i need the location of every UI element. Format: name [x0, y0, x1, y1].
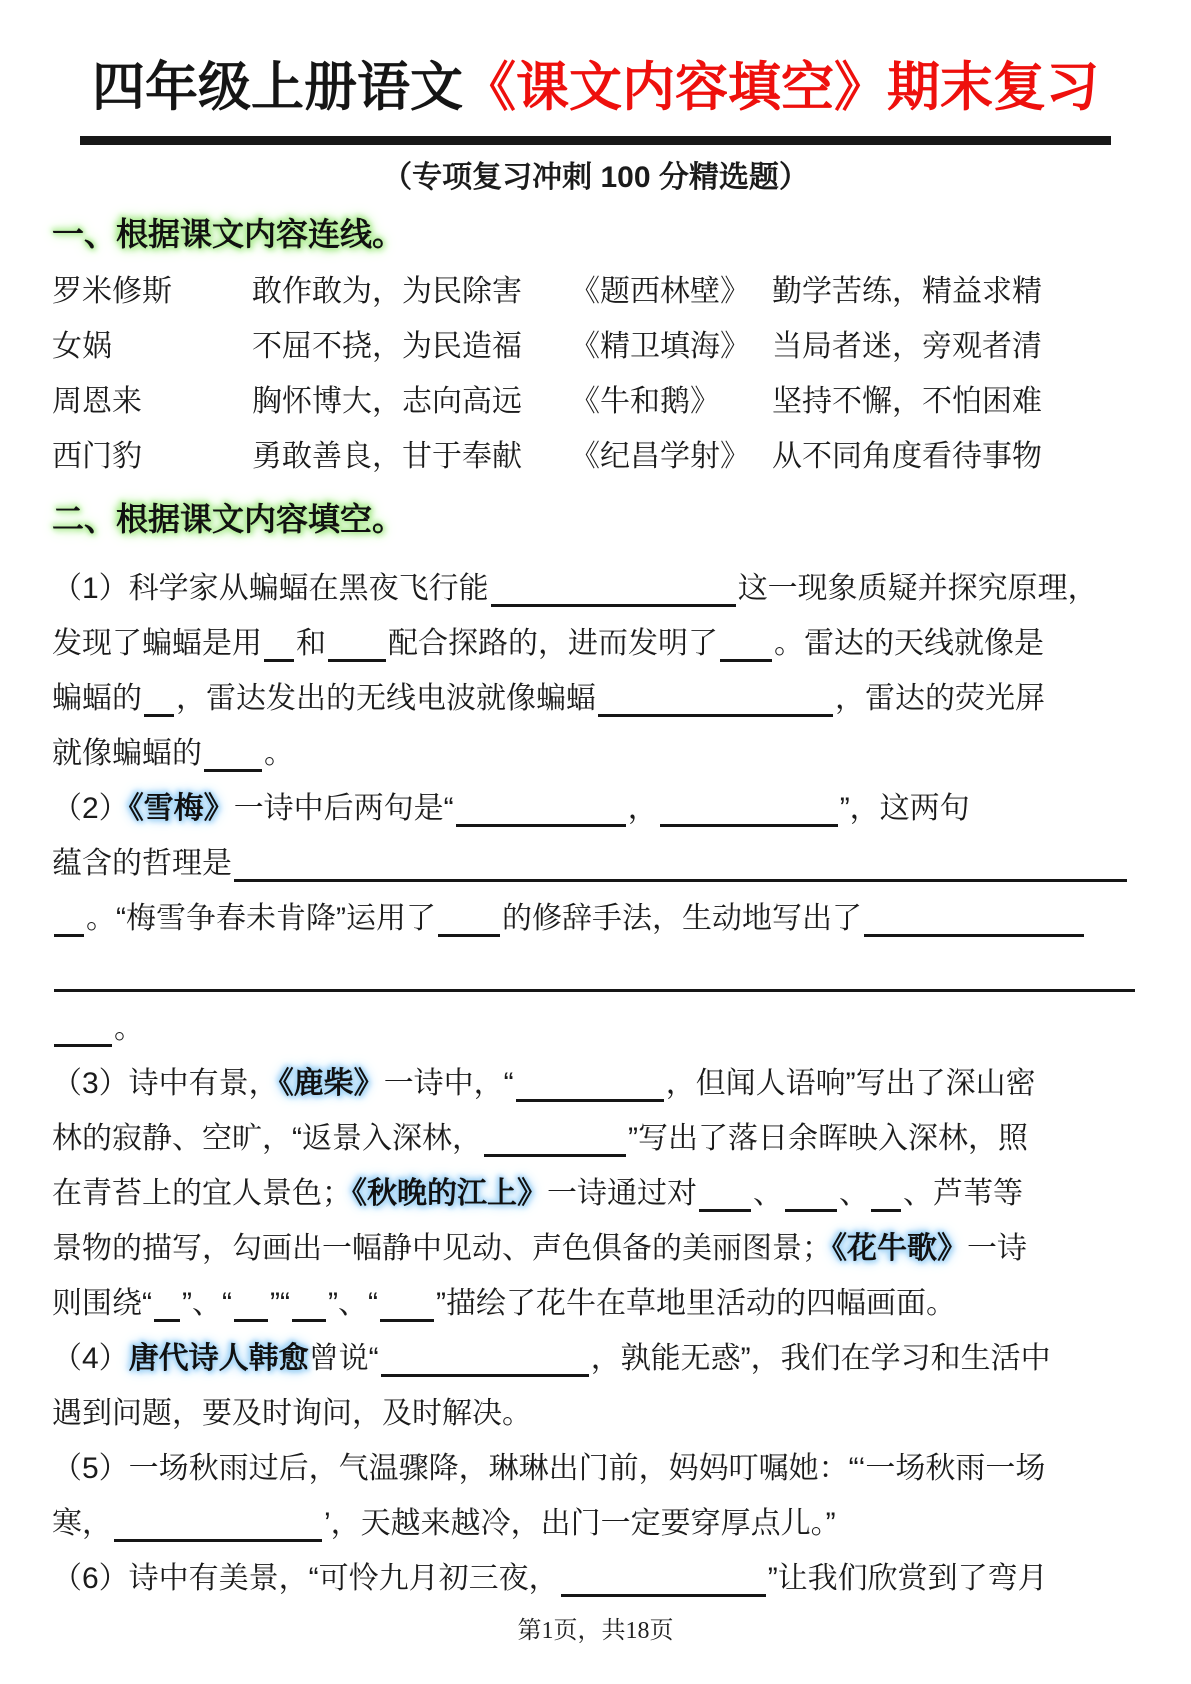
- text-run: 发现了蝙蝠是用: [52, 627, 262, 660]
- text-run: （5）一场秋雨过后，气温骤降，琳琳出门前，妈妈叮嘱她：“‘一场秋雨一场: [52, 1452, 1046, 1485]
- fill-blank-underline: [871, 1209, 901, 1212]
- text-run: （2）: [52, 792, 129, 825]
- title-divider-rule: [80, 136, 1111, 145]
- text-run: 则围绕“: [52, 1287, 152, 1320]
- match-cell: 勤学苦练，精益求精: [772, 275, 1042, 308]
- text-run: 蝙蝠的: [52, 682, 142, 715]
- text-run: 。雷达的天线就像是: [774, 627, 1044, 660]
- highlighted-term: 《鹿柴》: [278, 1067, 384, 1100]
- fill-blank-underline: [491, 604, 736, 607]
- text-run: 曾说“: [308, 1342, 379, 1375]
- fill-blank-underline: [699, 1209, 751, 1212]
- question-5: [52, 1441, 1139, 1551]
- question-line: [52, 1441, 1139, 1496]
- fill-blank-underline: [114, 1539, 322, 1542]
- text-run: 寒，: [52, 1507, 112, 1540]
- text-run: 就像蝙蝠的: [52, 737, 202, 770]
- text-run: ”让我们欣赏到了弯月: [767, 1562, 1048, 1595]
- text-run: ，孰能无惑”，我们在学习和生活中: [590, 1342, 1051, 1375]
- text-run: ”写出了落日余晖映入深林，照: [628, 1122, 1028, 1155]
- text-run: （1）科学家从蝙蝠在黑夜飞行能: [52, 572, 489, 605]
- text-run: 、芦苇等: [903, 1177, 1023, 1210]
- text-run: 。“梅雪争春未肯降”运用了: [86, 902, 436, 935]
- highlighted-term: 《花牛歌》: [832, 1232, 967, 1265]
- text-run: 一诗中，“: [383, 1067, 514, 1100]
- text-run: ’，天越来越冷，出门一定要穿厚点儿。”: [324, 1507, 836, 1540]
- text-run: ”、“: [327, 1287, 378, 1320]
- fill-blank-underline: [144, 714, 174, 717]
- question-line: [52, 1276, 1139, 1331]
- match-cell: 西门豹: [52, 440, 142, 473]
- matching-exercise-grid: [52, 264, 1139, 484]
- question-1: [52, 561, 1139, 781]
- fill-blank-underline: [380, 1319, 434, 1322]
- match-cell: 女娲: [52, 330, 112, 363]
- text-run: ”，这两句: [839, 792, 970, 825]
- question-line: [52, 1056, 1139, 1111]
- question-line: [52, 1331, 1139, 1386]
- text-run: ，雷达的荧光屏: [835, 682, 1045, 715]
- text-run: 。: [264, 737, 294, 770]
- text-run: 蕴含的哲理是: [52, 847, 232, 880]
- match-cell: 胸怀博大，志向高远: [252, 385, 522, 418]
- match-cell: 不屈不挠，为民造福: [252, 330, 522, 363]
- fill-blank-underline: [234, 1319, 268, 1322]
- question-line: [52, 561, 1139, 616]
- match-cell: 周恩来: [52, 385, 142, 418]
- question-line: [52, 1221, 1139, 1276]
- text-run: ，但闻人语响”写出了深山密: [665, 1067, 1036, 1100]
- text-run: 林的寂静、空旷，“返景入深林，: [52, 1122, 482, 1155]
- highlighted-term: 唐代诗人韩愈: [128, 1342, 309, 1375]
- match-cell: 从不同角度看待事物: [772, 440, 1042, 473]
- text-run: ”、“: [182, 1287, 232, 1320]
- fill-blank-underline: [456, 824, 626, 827]
- question-2: [52, 781, 1139, 1056]
- highlighted-term: 《秋晚的江上》: [352, 1177, 547, 1210]
- text-run: 一诗: [967, 1232, 1027, 1265]
- text-run: ”描绘了花牛在草地里活动的四幅画面。: [435, 1287, 956, 1320]
- text-run: 和: [296, 627, 326, 660]
- section1-heading: 一、根据课文内容连线。: [52, 216, 405, 252]
- question-line: [52, 891, 1139, 946]
- fill-blank-underline: [154, 1319, 180, 1322]
- page-title: [52, 0, 1139, 122]
- fill-blank-underline: [598, 714, 833, 717]
- text-run: 遇到问题，要及时询问，及时解决。: [52, 1397, 532, 1430]
- text-run: 一诗通过对: [547, 1177, 697, 1210]
- fill-blank-underline: [54, 989, 1135, 992]
- fill-blank-underline: [54, 1044, 112, 1047]
- text-run: 、: [839, 1177, 869, 1210]
- text-run: ，: [627, 792, 658, 825]
- question-line: [52, 726, 1139, 781]
- question-line: [52, 1111, 1139, 1166]
- fill-blank-underline: [438, 934, 500, 937]
- question-line: [52, 671, 1139, 726]
- page-title-red-part: 《课文内容填空》期末复习: [463, 58, 1099, 117]
- highlighted-term: 《雪梅》: [128, 792, 234, 825]
- match-cell: 敢作敢为，为民除害: [252, 275, 522, 308]
- text-run: 这一现象质疑并探究原理，: [737, 572, 1098, 605]
- page-number-footer: 第1页，共18页: [517, 1618, 674, 1644]
- question-line: [52, 1496, 1139, 1551]
- fill-blank-underline: [328, 659, 386, 662]
- fill-blank-underline: [54, 934, 84, 937]
- match-cell: 罗米修斯: [52, 275, 172, 308]
- text-run: （6）诗中有美景，“可怜九月初三夜，: [52, 1562, 559, 1595]
- fill-blank-underline: [516, 1099, 664, 1102]
- text-run: 。: [114, 1012, 144, 1045]
- text-run: （4）: [52, 1342, 129, 1375]
- text-run: 的修辞手法，生动地写出了: [501, 902, 862, 935]
- question-6: [52, 1551, 1139, 1606]
- fill-blank-underline: [484, 1154, 626, 1157]
- question-line: [52, 781, 1139, 836]
- question-3: [52, 1056, 1139, 1331]
- question-line: [52, 1166, 1139, 1221]
- text-run: ”“: [269, 1287, 290, 1320]
- match-cell: 当局者迷，旁观者清: [772, 330, 1042, 363]
- fill-blank-underline: [864, 934, 1084, 937]
- match-cell: 坚持不懈，不怕困难: [772, 385, 1042, 418]
- question-line: [52, 616, 1139, 671]
- question-line: [52, 1551, 1139, 1606]
- section2-heading: 二、根据课文内容填空。: [52, 501, 405, 537]
- question-line: [52, 836, 1139, 891]
- fill-blank-underline: [234, 879, 1127, 882]
- match-cell: 勇敢善良，甘于奉献: [252, 440, 522, 473]
- question-line: [52, 946, 1139, 1001]
- match-cell: 《精卫填海》: [570, 330, 750, 363]
- fill-blank-underline: [660, 824, 838, 827]
- page-subtitle: （专项复习冲刺 100 分精选题）: [382, 161, 809, 194]
- fill-blank-underline: [381, 1374, 589, 1377]
- text-run: 景物的描写，勾画出一幅静中见动、声色俱备的美丽图景；: [52, 1232, 832, 1265]
- question-line: [52, 1001, 1139, 1056]
- question-line: [52, 1386, 1139, 1441]
- fill-in-blank-questions: [52, 561, 1139, 1606]
- match-cell: 《纪昌学射》: [570, 440, 750, 473]
- match-cell: 《题西林壁》: [570, 275, 750, 308]
- fill-blank-underline: [785, 1209, 837, 1212]
- text-run: （3）诗中有景，: [52, 1067, 279, 1100]
- text-run: 、: [753, 1177, 783, 1210]
- fill-blank-underline: [720, 659, 772, 662]
- page-title-black-part: 四年级上册语文: [92, 58, 463, 117]
- text-run: ，雷达发出的无线电波就像蝙蝠: [176, 682, 596, 715]
- text-run: 一诗中后两句是“: [233, 792, 454, 825]
- fill-blank-underline: [292, 1319, 326, 1322]
- fill-blank-underline: [561, 1594, 766, 1597]
- match-cell: 《牛和鹅》: [570, 385, 720, 418]
- fill-blank-underline: [264, 659, 294, 662]
- text-run: 配合探路的，进而发明了: [388, 627, 718, 660]
- text-run: 在青苔上的宜人景色；: [52, 1177, 352, 1210]
- question-4: [52, 1331, 1139, 1441]
- fill-blank-underline: [204, 769, 262, 772]
